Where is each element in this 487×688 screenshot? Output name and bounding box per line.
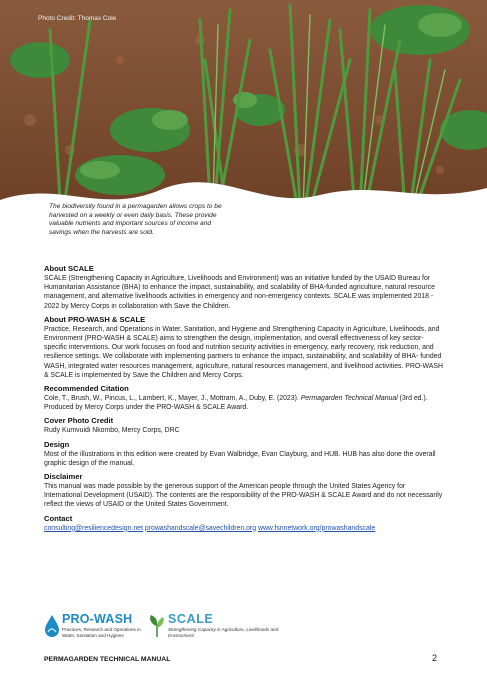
section-heading: Contact (44, 513, 73, 523)
photo-credit: Photo Credit: Thomas Cole (38, 15, 117, 22)
contact-section (44, 514, 444, 533)
citation-authors: Cole, T., Brush, W., Pincus, L., Lambert, K., Mayer, J., Mottram, A., Duby, E. (2023). (44, 395, 301, 403)
section-heading: Disclaimer (44, 472, 83, 482)
header-photo (0, 0, 487, 215)
main-content (44, 264, 444, 537)
website-link-fsn[interactable]: www.fsnnetwork.org/prowashandscale (257, 524, 376, 532)
garden-photo-illustration (0, 0, 487, 215)
citation-publisher: (3rd ed.). Produced by Mercy Corps under the PRO-WASH & SCALE Award. (44, 395, 428, 412)
citation-title: Permagarden Technical Manual (300, 395, 398, 403)
cover-photo-credit-section (44, 416, 444, 435)
section-heading: About SCALE (44, 264, 94, 273)
section-heading: Recommended Citation (44, 384, 129, 394)
section-body: Practice, Research, and Operations in Water, Sanitation, and Hygiene and Strengthening Capacity in Agriculture, Livelihoods, and Environment (PRO-WASH & SCALE) aims to strengthen the design, implementation, and overall effectiveness of key sector-specific interventions. Our work focuses on food and nutrition security activities in emergency, early recovery, risk reduction, and resilience settings. We collaborate with implementing partners to enhance the impact, sustainability, and scalability of BHA- funded WASH, integrated water resources management, agriculture, natural resources management, and livelihood activities. PRO-WASH & SCALE is implemented by Save the Children and Mercy Corps. (44, 325, 443, 379)
citation-text (44, 394, 444, 412)
section-heading: Cover Photo Credit (44, 416, 114, 426)
scale-logo (148, 612, 288, 642)
section-body: Most of the illustrations in this edition were created by Evan Walbridge, Evan Clayburg, and HUB. HUB has also done the overall graphic design of the manual. (44, 450, 436, 467)
about-prowash-scale-section (44, 315, 444, 380)
about-scale-section (44, 264, 444, 311)
prowash-subtitle: Practices, Research and Operations in Water, Sanitation and Hygiene (62, 627, 141, 638)
prowash-logo (44, 612, 154, 642)
section-heading: Design (44, 439, 70, 449)
citation-section (44, 384, 444, 412)
footer-title: PERMAGARDEN TECHNICAL MANUAL (44, 656, 171, 663)
contact-links (44, 524, 444, 533)
leaf-icon (148, 614, 166, 638)
design-section (44, 440, 444, 468)
page-number: 2 (432, 653, 438, 663)
section-heading: About PRO-WASH & SCALE (44, 314, 146, 324)
email-link-consulting[interactable]: consulting@resiliencedesign.net (44, 524, 143, 532)
photo-caption: The biodiversity found in a permagarden allows crops to be harvested on a weekly or even daily basis. These provide valuable nutrients and important sources of income and savings when the harvests are sold. (49, 203, 222, 236)
email-link-prowash[interactable]: prowashandscale@savechildren.org (144, 524, 257, 532)
section-body: Rudy Kumvuidi Nkombo, Mercy Corps, DRC (44, 427, 180, 435)
disclaimer-section (44, 472, 444, 510)
scale-subtitle: Strengthening Capacity in Agriculture, Livelihoods and Environment (168, 627, 279, 638)
scale-title: SCALE (168, 612, 214, 626)
water-drop-icon (44, 614, 60, 638)
partner-logos (44, 612, 344, 642)
section-body: This manual was made possible by the generous support of the American people through the United States Agency for International Development (USAID). The contents are the responsibility of the PRO-WASH & SCALE Award and do not necessarily reflect the views of USAID or the United States Government. (44, 483, 443, 509)
section-body: SCALE (Strengthening Capacity in Agriculture, Livelihoods and Environment) was an initiative funded by the USAID Bureau for Humanitarian Assistance (BHA) to enhance the impact, sustainability, and scalability of BHA-funded agriculture, natural resource management, and alternative livelihoods activities in emergency and non-emergency contexts. SCALE was implemented 2018 - 2022 by Mercy Corps in collaboration with Save the Children. (44, 275, 435, 310)
prowash-title: PRO-WASH (62, 612, 133, 626)
